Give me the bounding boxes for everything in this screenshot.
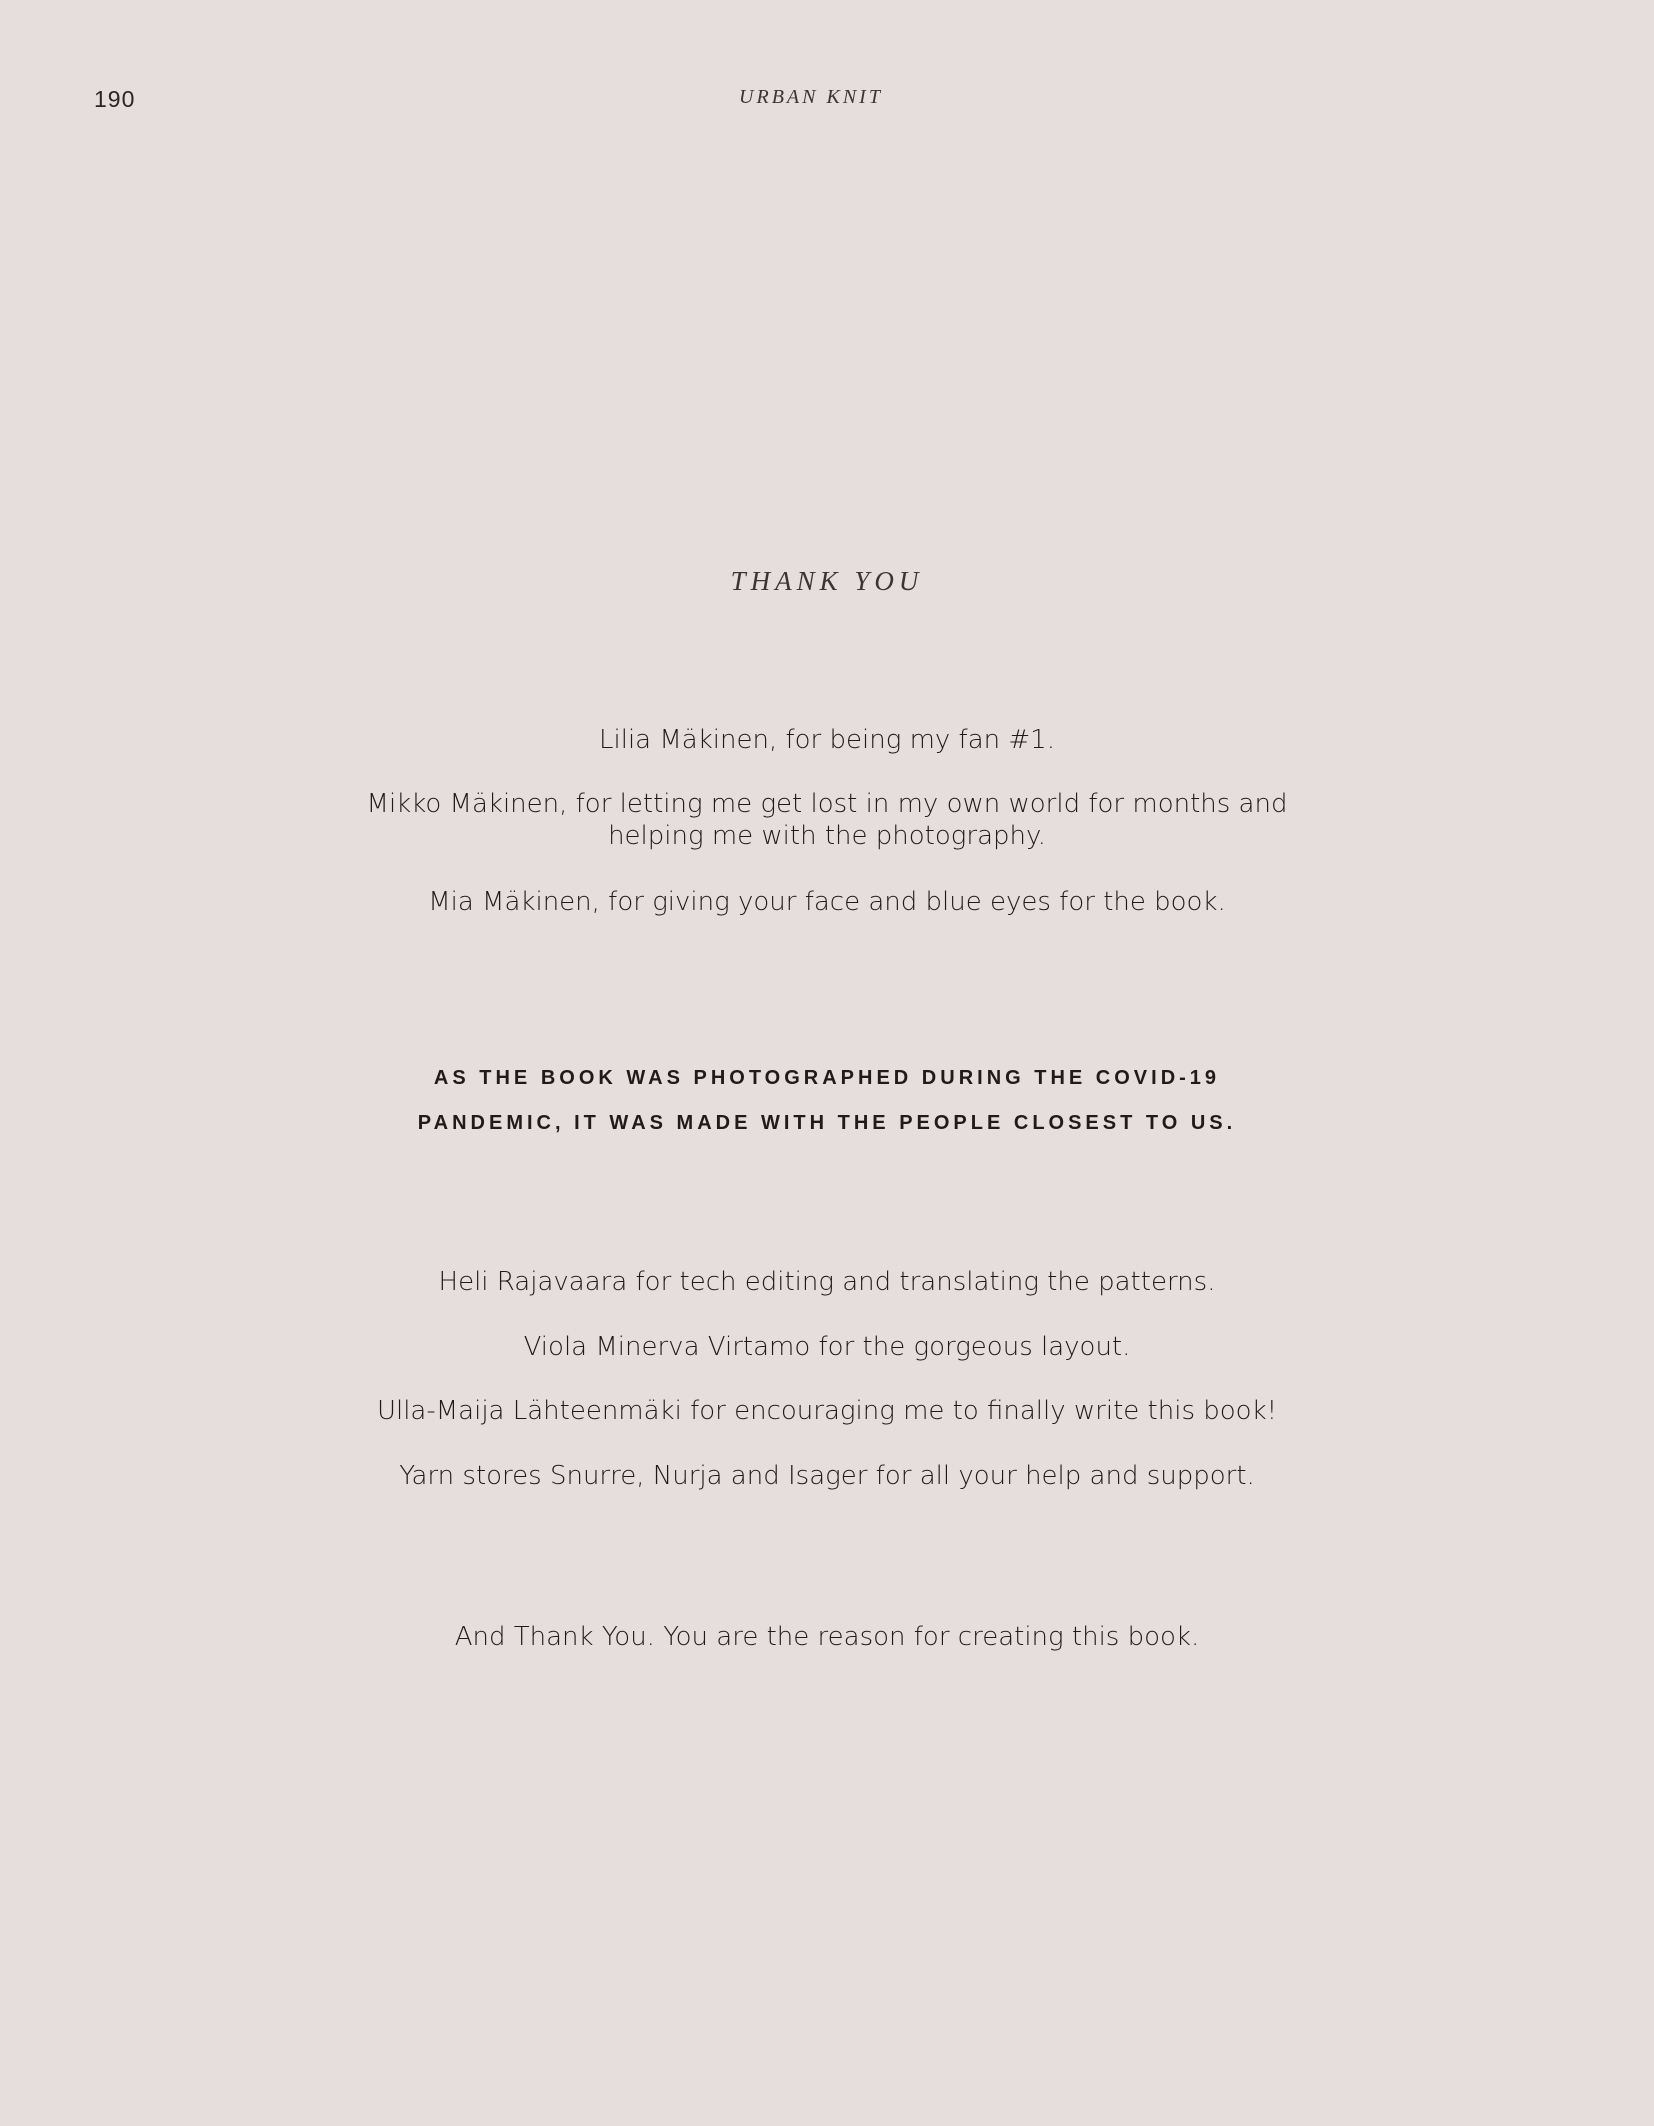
thanks-line: Mia Mäkinen, for giving your face and blue eyes for the book. <box>428 887 1226 917</box>
thanks-line: Ulla-Maija Lähteenmäki for encouraging me to finally write this book! <box>376 1396 1278 1426</box>
page-number: 190 <box>94 86 136 112</box>
thanks-line: Viola Minerva Virtamo for the gorgeous layout. <box>523 1332 1131 1362</box>
thanks-line: Yarn stores Snurre, Nurja and Isager for all your help and support. <box>399 1461 1255 1491</box>
covid-note-line: AS THE BOOK WAS PHOTOGRAPHED DURING THE COVID-19 <box>433 1067 1221 1089</box>
thanks-line: helping me with the photography. <box>608 821 1046 851</box>
thanks-line: Lilia Mäkinen, for being my fan #1. <box>599 725 1055 755</box>
running-head: URBAN KNIT <box>739 86 883 108</box>
thanks-line: Heli Rajavaara for tech editing and translating the patterns. <box>438 1267 1216 1297</box>
section-title: THANK YOU <box>730 566 924 596</box>
closing-line: And Thank You. You are the reason for creating this book. <box>454 1622 1200 1652</box>
thanks-line: Mikko Mäkinen, for letting me get lost in my own world for months and <box>366 789 1288 819</box>
covid-note-line: PANDEMIC, IT WAS MADE WITH THE PEOPLE CLOSEST TO US. <box>417 1112 1237 1134</box>
